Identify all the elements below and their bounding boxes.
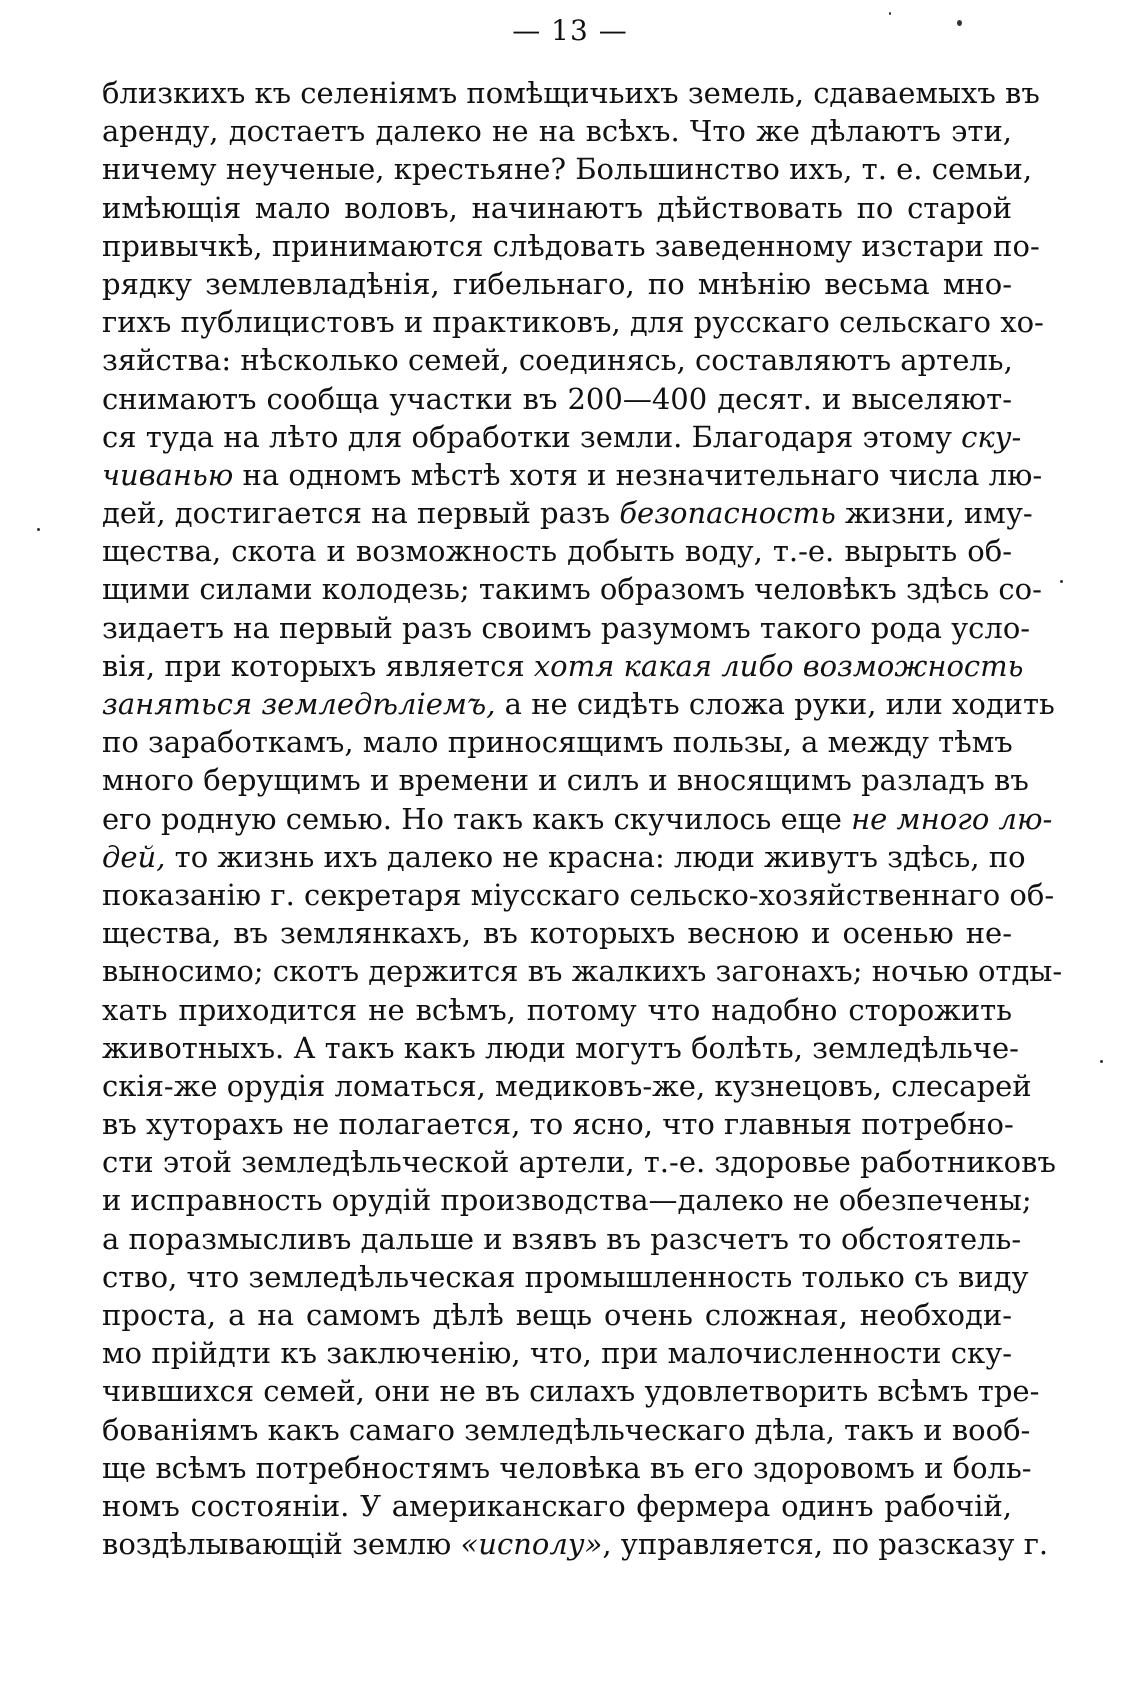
italic-text: дей, xyxy=(102,839,166,874)
text-line xyxy=(102,876,1055,914)
print-speck xyxy=(1060,580,1063,583)
text-line xyxy=(102,494,1033,532)
text-span: показанію г. секретаря міусскаго сельско-хозяйственнаго об- xyxy=(102,877,1055,912)
text-line xyxy=(102,1029,1019,1067)
text-line xyxy=(102,838,1026,876)
text-span: щества, въ землянкахъ, въ которыхъ весною и осенью не- xyxy=(102,916,1012,951)
italic-text: чиванью xyxy=(102,457,234,492)
text-line xyxy=(102,112,1012,150)
text-line xyxy=(102,1105,1012,1143)
text-span: , управляется, по разсказу г. xyxy=(602,1527,1049,1562)
text-line xyxy=(102,1181,1032,1219)
text-span: имѣющія мало воловъ, начинаютъ дѣйствовать по старой xyxy=(102,190,1012,225)
text-span: много берущимъ и времени и силъ и вносящимъ разладъ въ xyxy=(102,763,1029,798)
text-span: ство, что земледѣльческая промышленность только съ виду xyxy=(102,1259,1029,1294)
text-span: по заработкамъ, мало приносящимъ пользы, а между тѣмъ xyxy=(102,725,1013,760)
text-span: а не сидѣть сложа руки, или ходить xyxy=(495,687,1055,721)
text-line xyxy=(102,1334,1012,1372)
text-line xyxy=(102,1372,1040,1410)
text-span: а поразмысливъ дальше и взявъ въ разсчетъ то обстоятель- xyxy=(102,1221,1022,1256)
text-span: щими силами колодезь; такимъ образомъ человѣкъ здѣсь со- xyxy=(102,572,1042,607)
text-span: скія-же орудія ломаться, медиковъ-же, кузнецовъ, слесарей xyxy=(102,1068,1032,1103)
print-speck xyxy=(37,528,40,531)
text-span: чившихся семей, они не въ силахъ удовлетворить всѣмъ тре- xyxy=(102,1374,1040,1409)
text-line xyxy=(102,189,1012,227)
text-span: проста, а на самомъ дѣлѣ вещь очень сложная, необходи- xyxy=(102,1298,1012,1332)
text-span: привычкѣ, принимаются слѣдовать заведенному изстари по- xyxy=(102,228,1040,263)
text-span: въ хуторахъ не полагается, то ясно, что главныя потребно- xyxy=(102,1107,1014,1142)
text-span: ничему неученые, крестьяне? Большинство ихъ, т. е. семьи, xyxy=(102,152,1033,187)
text-span: его родную семью. Но такъ какъ скучилось еще xyxy=(102,801,852,836)
text-line xyxy=(102,456,1043,494)
italic-text: не много лю- xyxy=(851,801,1053,836)
text-line xyxy=(102,532,1012,570)
text-line xyxy=(102,647,1024,685)
text-line xyxy=(102,1220,1022,1258)
text-span: вія, при которыхъ является xyxy=(102,648,534,683)
text-line xyxy=(102,991,1012,1029)
text-span: зидаетъ на первый разъ своимъ разумомъ такого рода усло- xyxy=(102,610,1031,645)
text-line xyxy=(102,914,1012,952)
text-line xyxy=(102,265,1012,303)
text-span: зяйства: нѣсколько семей, соединясь, составляютъ артель, xyxy=(102,343,1013,378)
print-speck xyxy=(957,20,962,26)
text-span: рядку землевладѣнія, гибельнаго, по мнѣнію весьма мно- xyxy=(102,266,1012,301)
text-span: близкихъ къ селеніямъ помѣщичьихъ земель, сдаваемыхъ въ xyxy=(102,76,1040,110)
text-span: животныхъ. А такъ какъ люди могутъ болѣть, земледѣльче- xyxy=(102,1030,1019,1065)
text-span: дей, достигается на первый разъ xyxy=(102,496,620,531)
text-line xyxy=(102,1449,1032,1487)
text-line xyxy=(102,952,1063,990)
text-line xyxy=(102,1525,1049,1563)
print-speck xyxy=(889,12,891,15)
text-line xyxy=(102,227,1040,265)
text-line xyxy=(102,150,1033,188)
text-line xyxy=(102,418,1022,456)
italic-text: ску- xyxy=(961,419,1022,454)
text-span: ся туда на лѣто для обработки земли. Благодаря этому xyxy=(102,419,962,454)
text-span: гихъ публицистовъ и практиковъ, для русскаго сельскаго хо- xyxy=(102,305,1044,340)
text-span: и исправность орудій производства—далеко не обезпечены; xyxy=(102,1183,1032,1218)
text-span: щества, скота и возможность добыть воду, т.-е. вырыть об- xyxy=(102,534,1012,569)
text-span: бованіямъ какъ самаго земледѣльческаго дѣла, такъ и вооб- xyxy=(102,1412,1031,1447)
text-span: выносимо; скотъ держится въ жалкихъ загонахъ; ночью отды- xyxy=(102,954,1063,989)
text-span: мо прійдти къ заключенію, что, при малочисленности ску- xyxy=(102,1336,1012,1371)
italic-text: безопасность xyxy=(619,496,836,531)
text-line xyxy=(102,761,1029,799)
italic-text: хотя какая либо возможность xyxy=(533,648,1024,683)
text-line xyxy=(102,341,1012,379)
text-span: ще всѣмъ потребностямъ человѣка въ его здоровомъ и боль- xyxy=(102,1450,1032,1485)
text-span: воздѣлывающій землю xyxy=(102,1527,461,1562)
text-line xyxy=(102,723,1012,761)
text-line xyxy=(102,800,1053,838)
text-span: сти этой земледѣльческой артели, т.-е. здоровье работниковъ xyxy=(102,1145,1056,1180)
text-span: жизни, иму- xyxy=(835,496,1033,531)
text-span: номъ состояніи. У американскаго фермера одинъ рабочій, xyxy=(102,1488,1012,1523)
text-span: на одномъ мѣстѣ хотя и незначительнаго числа лю- xyxy=(233,457,1043,492)
body-text xyxy=(102,74,1063,1563)
text-line xyxy=(102,1067,1032,1105)
text-line xyxy=(102,1296,1012,1334)
italic-text: заняться земледѣліемъ, xyxy=(102,687,496,721)
text-line xyxy=(102,380,1012,418)
text-line xyxy=(102,74,1040,112)
text-line xyxy=(102,1487,1012,1525)
text-span: аренду, достаетъ далеко не на всѣхъ. Что же дѣлаютъ эти, xyxy=(102,114,1012,149)
page-number: — 13 — xyxy=(512,14,628,47)
text-span: снимаютъ сообща участки въ 200—400 десят. и выселяют- xyxy=(102,381,1012,416)
text-line xyxy=(102,1258,1029,1296)
text-span: то жизнь ихъ далеко не красна: люди живутъ здѣсь, по xyxy=(165,839,1026,874)
text-line xyxy=(102,685,1055,723)
italic-text: «исполу» xyxy=(460,1527,603,1562)
text-line xyxy=(102,609,1031,647)
text-line xyxy=(102,1143,1056,1181)
text-line xyxy=(102,1411,1031,1449)
text-line xyxy=(102,303,1044,341)
text-line xyxy=(102,570,1042,608)
print-speck xyxy=(1100,1060,1103,1063)
text-span: хать приходится не всѣмъ, потому что надобно сторожить xyxy=(102,992,1012,1027)
